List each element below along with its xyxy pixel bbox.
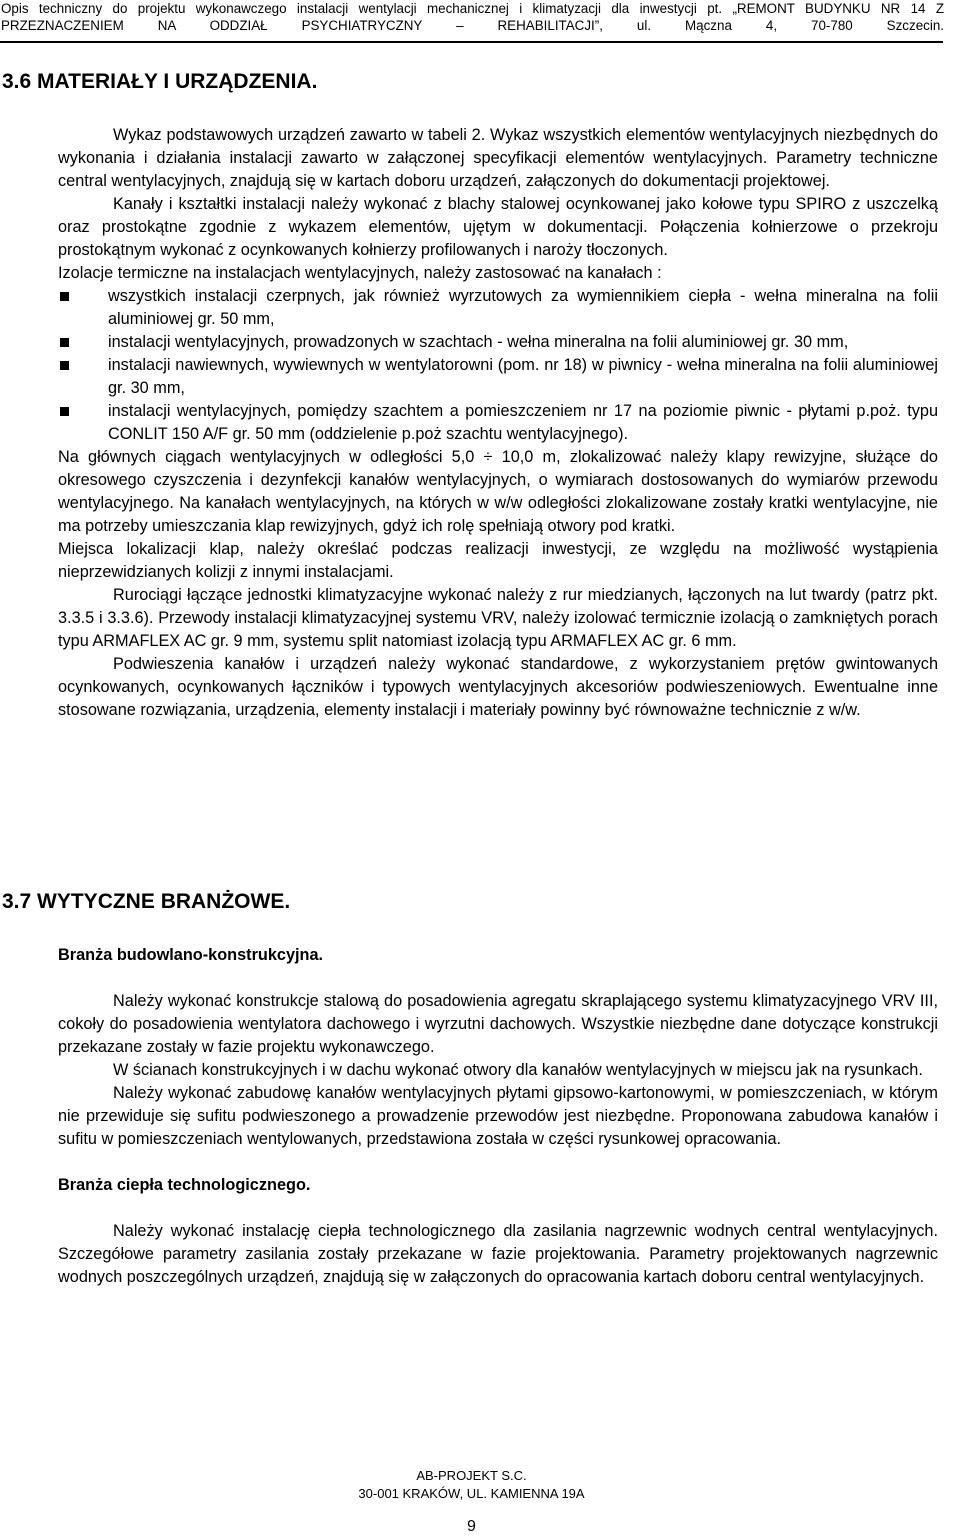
square-bullet-icon bbox=[60, 292, 69, 301]
square-bullet-icon bbox=[60, 338, 69, 347]
list-item-text: instalacji wentylacyjnych, prowadzonych w szachtach - wełna mineralna na folii aluminiowej gr. 30 mm, bbox=[108, 333, 849, 351]
page-number: 9 bbox=[467, 1518, 476, 1535]
page-header bbox=[0, 0, 960, 34]
subsection-heading: Branża budowlano-konstrukcyjna. bbox=[58, 946, 324, 964]
header-line-2: PRZEZNACZENIEM NA ODDZIAŁ PSYCHIATRYCZNY – REHABILITACJI”, ul. Mączna 4, 70-780 Szczecin. bbox=[1, 18, 944, 33]
list-item bbox=[58, 331, 938, 354]
footer-address: 30-001 KRAKÓW, UL. KAMIENNA 19A bbox=[358, 1486, 585, 1501]
header-line-1: Opis techniczny do projektu wykonawczego instalacji wentylacji mechanicznej i klimatyzacji dla inwestycji pt. „REMONT BUDYNKU NR 14 Z bbox=[1, 1, 944, 16]
paragraph: W ścianach konstrukcyjnych i w dachu wykonać otwory dla kanałów wentylacyjnych w miejscu jak na rysunkach. bbox=[113, 1061, 923, 1079]
list-item-text: wszystkich instalacji czerpnych, jak również wyrzutowych za wymiennikiem ciepła - wełna mineralna na folii aluminiowej gr. 50 mm, bbox=[108, 287, 938, 328]
list-item-text: instalacji wentylacyjnych, pomiędzy szachtem a pomieszczeniem nr 17 na poziomie piwnic - płytami p.poż. typu CONLIT 150 A/F gr. 50 mm (oddzielenie p.poż szachtu wentylacyjnego). bbox=[108, 402, 938, 443]
footer-company: AB-PROJEKT S.C. bbox=[416, 1468, 527, 1483]
paragraph: Należy wykonać zabudowę kanałów wentylacyjnych płytami gipsowo-kartonowymi, w pomieszczeniach, w którym nie przewiduje się sufitu podwieszonego a prowadzenie przewodów jest niezbędne. Proponowana zabudowa kanałów i sufitu w pomieszczeniach wentylowanych, przedstawiona została w części rysunkowej opracowania. bbox=[58, 1084, 938, 1148]
subsection-heading: Branża ciepła technologicznego. bbox=[58, 1176, 311, 1194]
section-3-6-body bbox=[58, 124, 938, 722]
paragraph: Rurociągi łączące jednostki klimatyzacyjne wykonać należy z rur miedzianych, łączonych na lut twardy (patrz pkt. 3.3.5 i 3.3.6). Przewody instalacji klimatyzacyjnej systemu VRV, należy izolować termicznie izolacją o zamkniętych porach typu ARMAFLEX AC gr. 9 mm, systemu split natomiast izolacją typu ARMAFLEX AC gr. 6 mm. bbox=[58, 586, 938, 650]
section-3-6-title: 3.6 MATERIAŁY I URZĄDZENIA. bbox=[2, 70, 318, 93]
paragraph: Kanały i kształtki instalacji należy wykonać z blachy stalowej ocynkowanej jako kołowe typu SPIRO z uszczelką oraz prostokątne zgodnie z wykazem elementów, ujętym w dokumentacji. Połączenia kołnierzowe o przekroju prostokątnym wykonać z ocynkowanych kołnierzy profilowanych i naroży tłoczonych. bbox=[58, 195, 938, 259]
list-item-text: instalacji nawiewnych, wywiewnych w wentylatorowni (pom. nr 18) w piwnicy - wełna mineralna na folii aluminiowej gr. 30 mm, bbox=[108, 356, 938, 397]
square-bullet-icon bbox=[60, 361, 69, 370]
section-3-7-body bbox=[58, 944, 938, 1289]
paragraph: Wykaz podstawowych urządzeń zawarto w tabeli 2. Wykaz wszystkich elementów wentylacyjnych niezbędnych do wykonania i działania instalacji zawarto w załączonej specyfikacji elementów wentylacyjnych. Parametry techniczne central wentylacyjnych, znajdują się w kartach doboru urządzeń, załączonych do dokumentacji projektowej. bbox=[58, 126, 938, 190]
paragraph: Na głównych ciągach wentylacyjnych w odległości 5,0 ÷ 10,0 m, zlokalizować należy klapy rewizyjne, służące do okresowego czyszczenia i dezynfekcji kanałów wentylacyjnych, o wymiarach dostosowanych do wymiarów przewodu wentylacyjnego. Na kanałach wentylacyjnych, na których w w/w odległości zlokalizowane zostały kratki wentylacyjne, nie ma potrzeby umieszczania klap rewizyjnych, gdyż ich rolę spełniają otwory pod kratki. bbox=[58, 448, 938, 535]
list-item bbox=[58, 400, 938, 446]
list-item bbox=[58, 285, 938, 331]
header-rule bbox=[0, 41, 943, 43]
paragraph: Podwieszenia kanałów i urządzeń należy wykonać standardowe, z wykorzystaniem prętów gwintowanych ocynkowanych, ocynkowanych łączników i typowych wentylacyjnych akcesoriów podwieszeniowych. Ewentualne inne stosowane rozwiązania, urządzenia, elementy instalacji i materiały powinny być równoważne technicznie z w/w. bbox=[58, 655, 938, 719]
paragraph: Należy wykonać konstrukcje stalową do posadowienia agregatu skraplającego systemu klimatyzacyjnego VRV III, cokoły do posadowienia wentylatora dachowego i wyrzutni dachowych. Wszystkie niezbędne dane dotyczące konstrukcji przekazane zostały w fazie projektu wykonawczego. bbox=[58, 992, 938, 1056]
paragraph: Izolacje termiczne na instalacjach wentylacyjnych, należy zastosować na kanałach : bbox=[58, 264, 662, 282]
insulation-list bbox=[58, 285, 938, 446]
paragraph: Należy wykonać instalację ciepła technologicznego dla zasilania nagrzewnic wodnych central wentylacyjnych. Szczegółowe parametry zasilania zostały przekazane w fazie projektowania. Parametry projektowanych nagrzewnic wodnych poszczególnych urządzeń, znajdują się w załączonych do opracowania kartach doboru central wentylacyjnych. bbox=[58, 1222, 938, 1286]
square-bullet-icon bbox=[60, 407, 69, 416]
list-item bbox=[58, 354, 938, 400]
paragraph: Miejsca lokalizacji klap, należy określać podczas realizacji inwestycji, ze względu na możliwość wystąpienia nieprzewidzianych kolizji z innymi instalacjami. bbox=[58, 540, 938, 581]
section-3-7-title: 3.7 WYTYCZNE BRANŻOWE. bbox=[2, 890, 291, 913]
